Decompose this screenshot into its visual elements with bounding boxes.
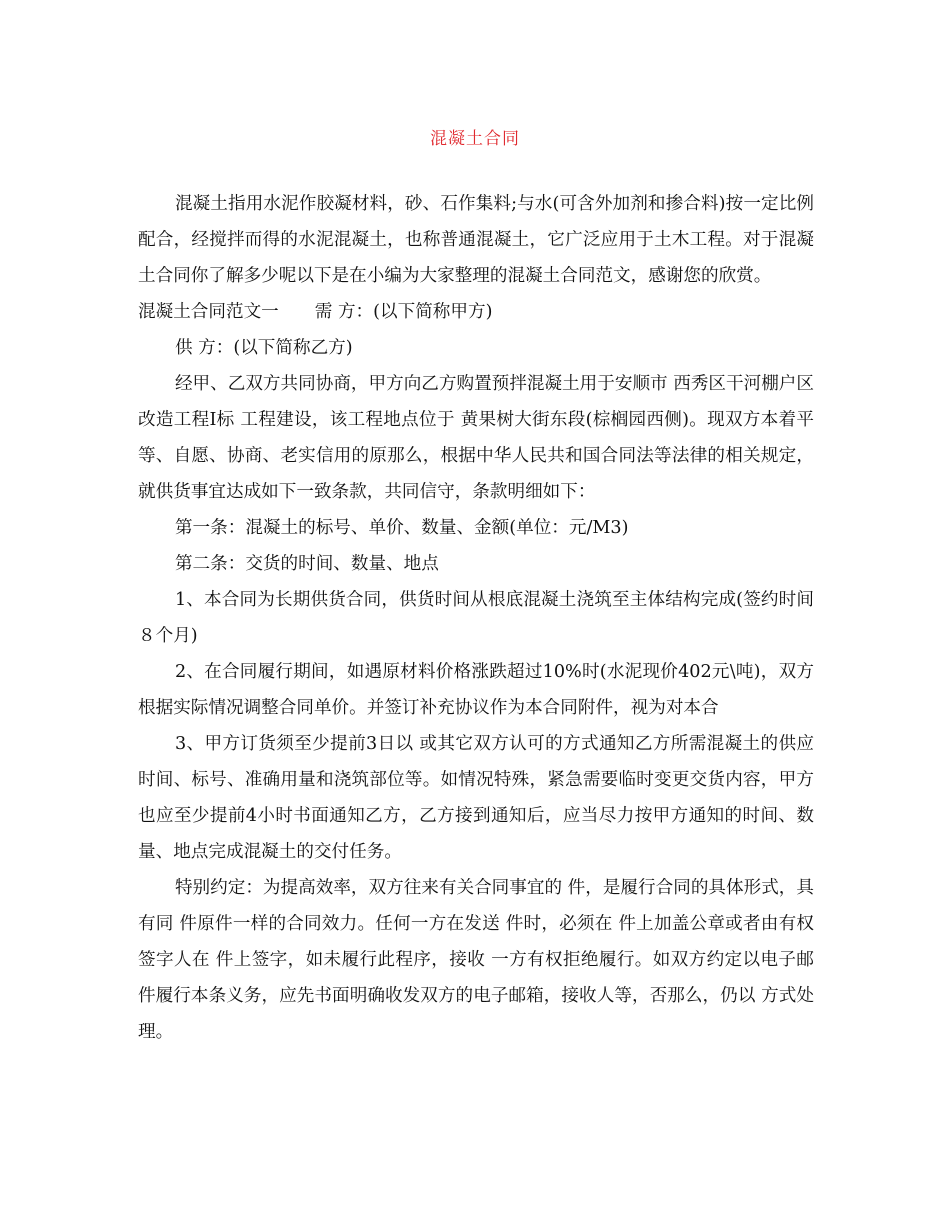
party-b-line: 供 方：(以下简称乙方) xyxy=(174,338,353,358)
agreement-paragraph: 经甲、乙双方共同协商，甲方向乙方购置预拌混凝土用于安顺市 西秀区干河棚户区改造工程Ⅰ标 工程建设，该工程地点位于 黄果树大街东段(棕榈园西侧)。现双方本着平等、自愿、协商、老实信用的原那么，根据中华人民共和国合同法等法律的相关规定，就供货事宜达成如下一致条款，共同信守，条款明细如下： xyxy=(138,374,814,502)
special-agreement: 特别约定：为提高效率，双方往来有关合同事宜的 件，是履行合同的具体形式，具有同 件原件一样的合同效力。任何一方在发送 件时，必须在 件上加盖公章或者由有权签字人在 件上签字，如未履行此程序，接收 一方有权拒绝履行。如双方约定以电子邮件履行本条义务，应先书面明确收发双方的电子邮箱，接收人等，否那么，仍以 方式处理。 xyxy=(138,878,814,1042)
item-3: 3、甲方订货须至少提前3日以 或其它双方认可的方式通知乙方所需混凝土的供应时间、标号、准确用量和浇筑部位等。如情况特殊，紧急需要临时变更交货内容，甲方也应至少提前4小时书面通知乙方，乙方接到通知后，应当尽力按甲方通知的时间、数量、地点完成混凝土的交付任务。 xyxy=(138,734,814,862)
article-1: 第一条：混凝土的标号、单价、数量、金额(单位：元/M3) xyxy=(174,518,629,538)
item-2: 2、在合同履行期间，如遇原材料价格涨跌超过10%时(水泥现价402元\吨)，双方根据实际情况调整合同单价。并签订补充协议作为本合同附件，视为对本合 xyxy=(138,662,814,718)
item-1: 1、本合同为长期供货合同，供货时间从根底混凝土浇筑至主体结构完成(签约时间８个月) xyxy=(138,590,814,646)
party-a-line: 需 方：(以下简称甲方) xyxy=(314,302,493,322)
sample-heading: 混凝土合同范文一 xyxy=(138,302,279,322)
document-title: 混凝土合同 xyxy=(430,129,520,149)
document-body xyxy=(138,186,814,1050)
sample-heading-line xyxy=(138,294,814,330)
intro-paragraph: 混凝土指用水泥作胶凝材料，砂、石作集料;与水(可含外加剂和掺合料)按一定比例配合，经搅拌而得的水泥混凝土，也称普通混凝土，它广泛应用于土木工程。对于混凝土合同你了解多少呢以下是在小编为大家整理的混凝土合同范文，感谢您的欣赏。 xyxy=(138,194,814,286)
article-2: 第二条：交货的时间、数量、地点 xyxy=(174,554,439,574)
